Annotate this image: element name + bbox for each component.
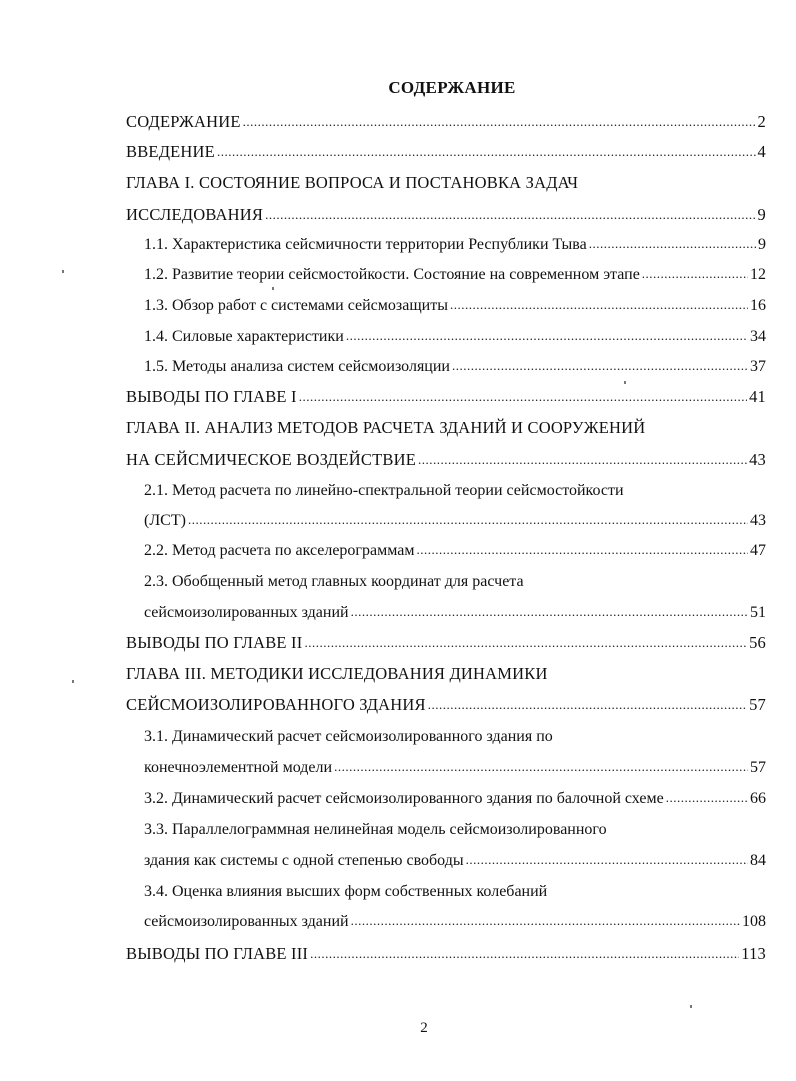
toc-entry-label: ВЫВОДЫ ПО ГЛАВЕ II bbox=[126, 633, 303, 652]
toc-entry[interactable] bbox=[144, 541, 766, 561]
dot-leader bbox=[418, 449, 747, 470]
toc-entry-label: ВЫВОДЫ ПО ГЛАВЕ III bbox=[126, 944, 309, 963]
toc-entry-label: ВЫВОДЫ ПО ГЛАВЕ I bbox=[126, 387, 297, 406]
toc-entry[interactable] bbox=[126, 633, 766, 654]
toc-entry-label-line1: 3.3. Параллелограммная нелинейная модель сейсмоизолированного bbox=[144, 821, 607, 838]
toc-entry[interactable] bbox=[144, 357, 766, 377]
toc-entry[interactable] bbox=[126, 387, 766, 408]
dot-leader bbox=[642, 264, 748, 284]
toc-entry[interactable] bbox=[126, 142, 766, 163]
scan-speck bbox=[624, 381, 626, 384]
toc-entry[interactable] bbox=[144, 511, 766, 531]
scan-speck bbox=[272, 287, 274, 290]
toc-entry-label: НА СЕЙСМИЧЕСКОЕ ВОЗДЕЙСТВИЕ bbox=[126, 450, 416, 469]
toc-entry-page: 56 bbox=[749, 633, 766, 652]
toc-entry[interactable] bbox=[144, 603, 766, 623]
toc-entry[interactable] bbox=[144, 296, 766, 316]
toc-entry-label: 1.2. Развитие теории сейсмостойкости. Состояние на современном этапе bbox=[144, 266, 640, 283]
toc-entry-page: 41 bbox=[749, 387, 766, 406]
toc-entry-label-line1: ГЛАВА I. СОСТОЯНИЕ ВОПРОСА И ПОСТАНОВКА ЗАДАЧ bbox=[126, 173, 579, 192]
toc-entry-label: 1.3. Обзор работ с системами сейсмозащиты bbox=[144, 297, 448, 314]
dot-leader bbox=[188, 510, 748, 530]
page-title: СОДЕРЖАНИЕ bbox=[388, 78, 516, 97]
dot-leader bbox=[666, 788, 748, 808]
toc-entry-label: ВВЕДЕНИЕ bbox=[126, 142, 215, 161]
toc-entry[interactable] bbox=[144, 789, 766, 809]
toc-entry[interactable] bbox=[144, 327, 766, 347]
toc-entry-label: 3.2. Динамический расчет сейсмоизолированного здания по балочной схеме bbox=[144, 790, 664, 807]
toc-entry-page: 16 bbox=[750, 297, 766, 314]
toc-entry-page: 57 bbox=[749, 695, 766, 714]
dot-leader bbox=[428, 694, 747, 715]
toc-entry[interactable] bbox=[144, 235, 766, 255]
dot-leader bbox=[310, 943, 739, 964]
toc-entry[interactable] bbox=[126, 112, 766, 133]
scan-speck bbox=[690, 1005, 692, 1008]
toc-entry-page: 113 bbox=[741, 944, 766, 963]
toc-entry-label: (ЛСТ) bbox=[144, 512, 186, 529]
toc-entry[interactable] bbox=[144, 851, 766, 871]
toc-entry-label: СЕЙСМОИЗОЛИРОВАННОГО ЗДАНИЯ bbox=[126, 695, 426, 714]
toc-entry-label: конечноэлементной модели bbox=[144, 759, 333, 776]
toc-entry-label: 1.5. Методы анализа систем сейсмоизоляции bbox=[144, 358, 450, 375]
toc-entry-page: 43 bbox=[749, 450, 766, 469]
dot-leader bbox=[334, 757, 748, 777]
dot-leader bbox=[299, 386, 747, 407]
dot-leader bbox=[351, 911, 740, 931]
toc-entry-page: 12 bbox=[750, 266, 766, 283]
dot-leader bbox=[304, 632, 747, 653]
toc-entry[interactable] bbox=[144, 758, 766, 778]
toc-entry-label: сейсмоизолированных зданий bbox=[144, 604, 349, 621]
dot-leader bbox=[346, 326, 748, 346]
toc-entry-label: здания как системы с одной степенью свободы bbox=[144, 852, 464, 869]
toc-entry-label: 1.4. Силовые характеристики bbox=[144, 328, 344, 345]
toc-entry-label: 1.1. Характеристика сейсмичности территории Республики Тыва bbox=[144, 236, 587, 253]
toc-entry-label-line1: 3.1. Динамический расчет сейсмоизолированного здания по bbox=[144, 728, 553, 745]
scan-speck bbox=[62, 270, 64, 273]
toc-entry-label: сейсмоизолированных зданий bbox=[144, 913, 349, 930]
toc-entry[interactable] bbox=[144, 912, 766, 932]
toc-entry-page: 4 bbox=[757, 142, 766, 161]
toc-entry-page: 84 bbox=[750, 852, 766, 869]
toc-entry-page: 2 bbox=[757, 112, 766, 131]
toc-entry-label: СОДЕРЖАНИЕ bbox=[126, 112, 241, 131]
dot-leader bbox=[589, 234, 756, 254]
scan-speck bbox=[72, 680, 74, 683]
toc-entry-page: 51 bbox=[750, 604, 766, 621]
toc-entry[interactable] bbox=[126, 205, 766, 226]
toc-entry-label: ИССЛЕДОВАНИЯ bbox=[126, 205, 264, 224]
toc-entry-label-line1: 3.4. Оценка влияния высших форм собственных колебаний bbox=[144, 883, 548, 900]
toc-entry-page: 9 bbox=[758, 236, 766, 253]
toc-entry-page: 34 bbox=[750, 328, 766, 345]
toc-entry-label-line1: 2.1. Метод расчета по линейно-спектральной теории сейсмостойкости bbox=[144, 482, 624, 499]
dot-leader bbox=[452, 356, 748, 376]
toc-entry-page: 66 bbox=[750, 790, 766, 807]
toc-entry-page: 108 bbox=[742, 913, 766, 930]
page-number: 2 bbox=[420, 1020, 428, 1036]
toc-entry-page: 37 bbox=[750, 358, 766, 375]
toc-entry-label: 2.2. Метод расчета по акселерограммам bbox=[144, 542, 415, 559]
toc-entry-label-line1: ГЛАВА III. МЕТОДИКИ ИССЛЕДОВАНИЯ ДИНАМИКИ bbox=[126, 664, 548, 683]
toc-entry[interactable] bbox=[126, 944, 766, 965]
toc-entry-page: 9 bbox=[757, 205, 766, 224]
toc-entry-label-line1: ГЛАВА II. АНАЛИЗ МЕТОДОВ РАСЧЕТА ЗДАНИЙ И СООРУЖЕНИЙ bbox=[126, 418, 646, 437]
dot-leader bbox=[265, 204, 755, 225]
dot-leader bbox=[351, 602, 748, 622]
dot-leader bbox=[466, 850, 748, 870]
toc-entry[interactable] bbox=[144, 265, 766, 285]
toc-entry-page: 43 bbox=[750, 512, 766, 529]
dot-leader bbox=[243, 111, 756, 132]
toc-entry-label-line1: 2.3. Обобщенный метод главных координат для расчета bbox=[144, 573, 524, 590]
toc-entry[interactable] bbox=[126, 450, 766, 471]
toc-entry[interactable] bbox=[126, 695, 766, 716]
dot-leader bbox=[416, 540, 748, 560]
dot-leader bbox=[217, 141, 756, 162]
toc-entry-page: 57 bbox=[750, 759, 766, 776]
dot-leader bbox=[450, 295, 748, 315]
toc-entry-page: 47 bbox=[750, 542, 766, 559]
